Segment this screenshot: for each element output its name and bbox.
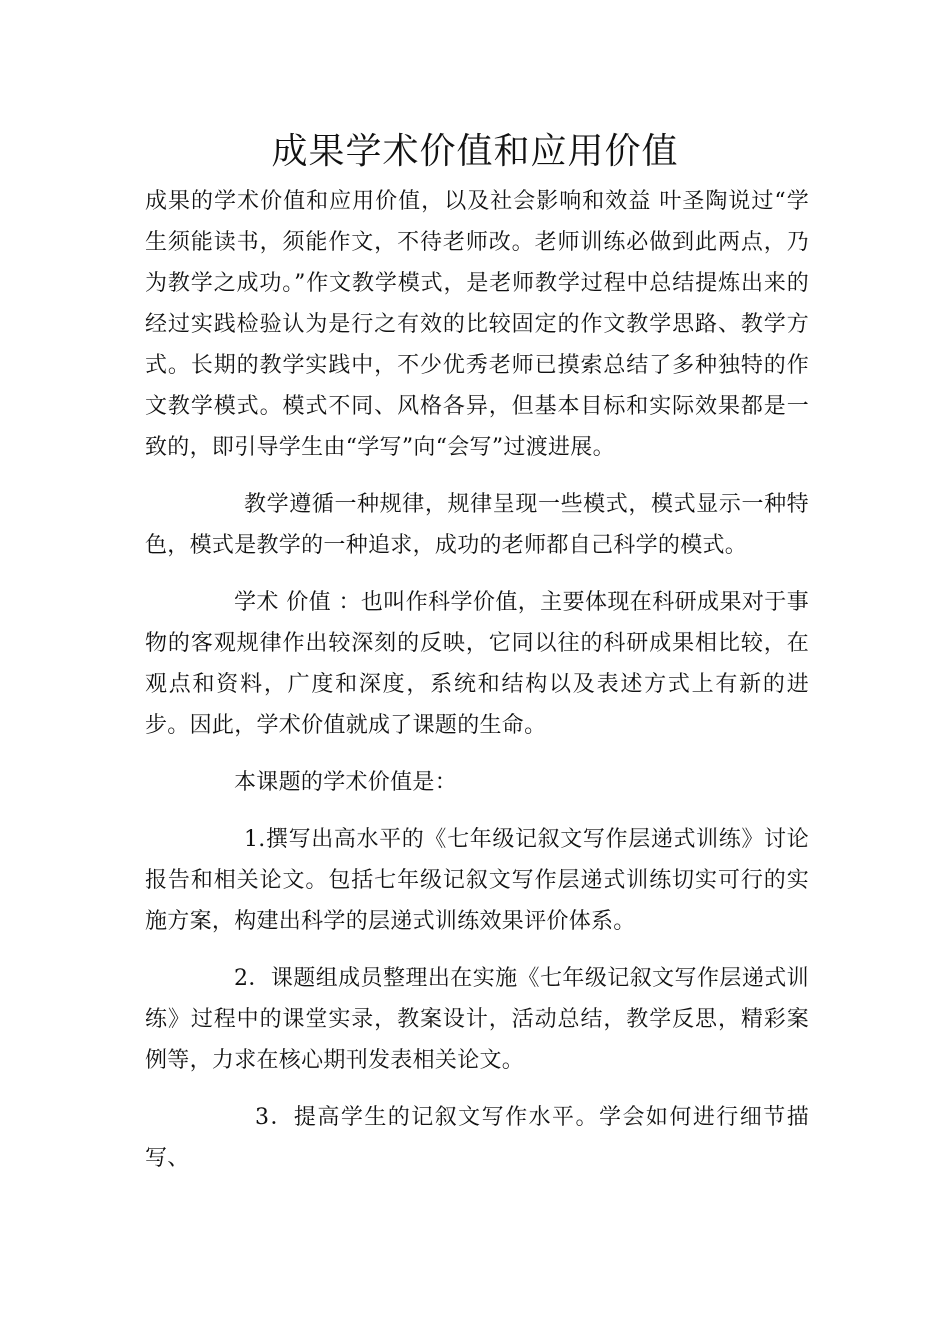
paragraph-item-3: 3．提高学生的记叙文写作水平。学会如何进行细节描写、 (145, 1105, 809, 1171)
paragraph-academic-value-definition: 学术 价值 ：也叫作科学价值，主要体现在科研成果对于事物的客观规律作出较深刻的反映，它同以往的科研成果相比较，在观点和资料，广度和深度，系统和结构以及表述方式上有新的进步。因此，学术价值就成了课题的生命。 (145, 590, 809, 738)
paragraph-academic-value-heading: 本课题的学术价值是： (234, 770, 458, 795)
document-body (145, 181, 809, 1195)
paragraph-item-2: 2．课题组成员整理出在实施《七年级记叙文写作层递式训练》过程中的课堂实录，教案设计，活动总结，教学反思，精彩案例等，力求在核心期刊发表相关论文。 (145, 966, 809, 1073)
document-title: 成果学术价值和应用价值 (271, 131, 679, 172)
paragraph-teaching-pattern: 教学遵循一种规律，规律呈现一些模式，模式显示一种特色，模式是教学的一种追求，成功的老师都自己科学的模式。 (145, 492, 809, 558)
paragraph-intro: 成果的学术价值和应用价值，以及社会影响和效益 叶圣陶说过“学生须能读书，须能作文，不待老师改。老师训练必做到此两点，乃为教学之成功。”作文教学模式，是老师教学过程中总结提炼出来的经过实践检验认为是行之有效的比较固定的作文教学思路、教学方式。长期的教学实践中，不少优秀老师已摸索总结了多种独特的作文教学模式。模式不同、风格各异，但基本目标和实际效果都是一致的，即引导学生由“学写”向“会写”过渡进展。 (145, 189, 809, 460)
paragraph-item-1: 1.撰写出高水平的《七年级记叙文写作层递式训练》讨论报告和相关论文。包括七年级记叙文写作层递式训练切实可行的实施方案，构建出科学的层递式训练效果评价体系。 (145, 827, 809, 934)
